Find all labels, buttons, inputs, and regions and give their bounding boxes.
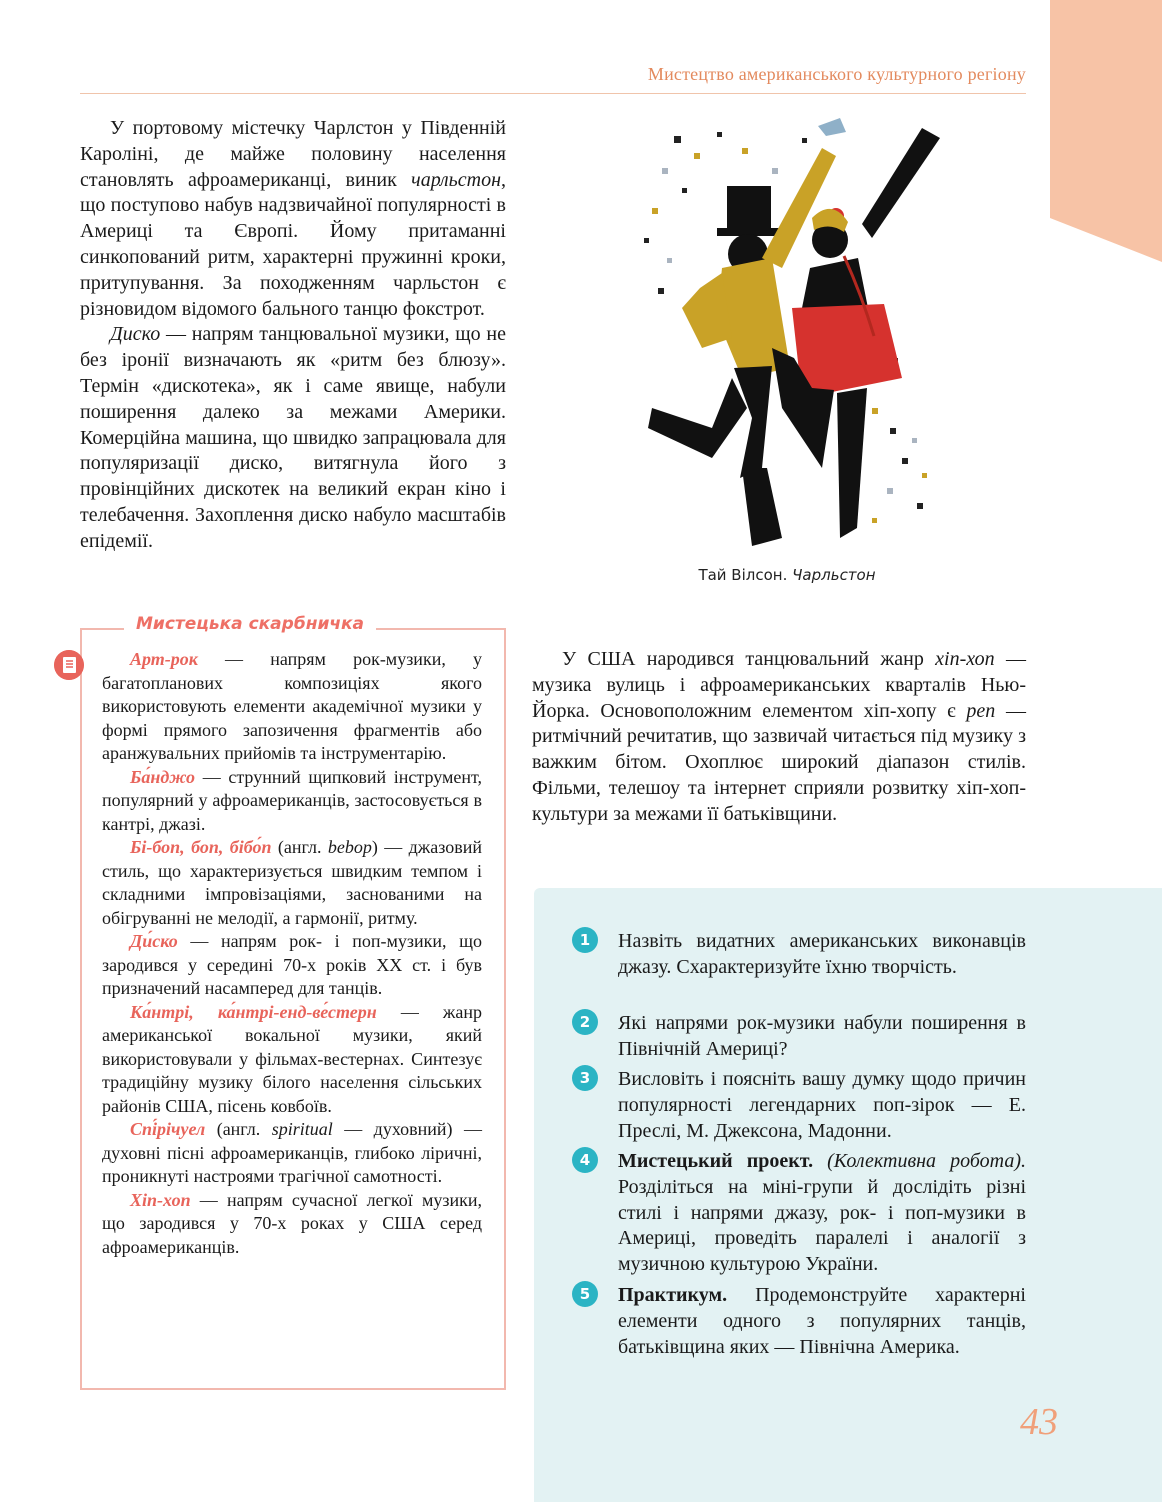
caption-author: Тай Вілсон. [698,566,788,584]
glossary-item: Ба́нджо — струнний щипковий інструмент, популярний у афроамериканців, застосовується в кантрі, джазі. [102,766,482,834]
glossary-item: Спі́річуел (англ. spiritual — духовний) — духовні пісні афроамериканців, глибоко ліричні, проникнуті настроями трагічної самотності. [102,1119,482,1186]
question-number-badge: 2 [572,1009,598,1035]
question-item: Практикум. Продемонструйте характерні елементи одного з популярних танців, батьківщина яких — Північна Америка. [618,1284,1026,1358]
glossary-item: Арт-рок — напрям рок-музики, у багатопланових композиціях якого використовують елементи академічної музики у формі прямого запозичення фрагментів або аранжувальних прийомів та інструментарію. [102,649,482,763]
hiphop-term: хіп-хоп [935,648,995,670]
illustration-caption [622,566,952,584]
glossary-title: Мистецька скарбничка [124,614,376,634]
hiphop-text [532,647,1026,828]
question-item: Висловіть і поясніть вашу думку щодо причин популярності легендарних поп-зірок — Е. Преслі, М. Джексона, Мадонни. [618,1068,1026,1142]
corner-tab-decoration [1050,0,1162,262]
charleston-paragraph: У портовому містечку Чарлстон у Південній Кароліні, де майже половину населення становлять афроамериканці, виник чарльстон, що поступово набув надзвичайної популярності в Америці та Європі. Йому притаманні синкопований ритм, характерні пружинні кроки, притупування. За походженням чарльстон є різновидом відомого бального танцю фокстрот. [80,117,506,320]
disco-paragraph: Диско — напрям танцювальної музики, що не без іронії визначають як «ритм без блюзу». Термін «дискотека», як і саме явище, набули поширення далеко за межами Америки. Комерційна машина, що швидко запрацювала для популяризації диско, витягнула його з провінційних дискотек на великий екран кіно і телебачення. Захоплення диско набуло масштабів епідемії. [80,323,506,552]
caption-title: Чарльстон [792,566,876,584]
glossary-item: Ди́ско — напрям рок- і поп-музики, що зародився у середині 70-х років XX ст. і був призначений насамперед для танців. [102,931,482,998]
question-number-badge: 4 [572,1147,598,1173]
disco-term: Диско [110,323,161,346]
charleston-term: чарльстон [411,168,501,191]
glossary-list [102,648,482,1259]
glossary-term: Арт-рок [130,649,198,669]
glossary-term: Ба́нджо [130,766,196,787]
intro-text [80,116,506,555]
rap-term: реп [966,699,996,722]
question-item: Мистецький проект. (Колективна робота). Розділіться на міні-групи й дослідіть різні стилі і напрями джазу, рок- і поп-музики в Америці, проведіть паралелі і аналогії з музичною культурою України. [618,1150,1026,1276]
question-item: Назвіть видатних американських виконавців джазу. Схарактеризуйте їхню творчість. [618,930,1026,978]
glossary-term: Бі-боп, боп, бібо́п [130,837,272,857]
running-header: Мистецтво американського культурного регіону [647,64,1026,84]
female-dancer [772,128,940,538]
question-number-badge: 5 [572,1281,598,1307]
notebook-icon [54,650,84,680]
charleston-dancers-illustration [622,108,952,558]
glossary-term: Ди́ско [130,931,178,951]
hiphop-paragraph: У США народився танцювальний жанр хіп-хоп — музика вулиць і афроамериканських кварталів Нью-Йорка. Основоположним елементом хіп-хопу є реп — ритмічний речитатив, що зазвичай читається під музику з важким бітом. Охоплює широкий діапазон стилів. Фільми, телешоу та інтернет сприяли розвитку хіп-хоп-культури за межами її батьківщини. [532,648,1026,825]
glossary-term: Хіп-хоп [130,1189,191,1210]
glossary-item: Хіп-хоп — напрям сучасної легкої музики, що зародився у 70-х роках у США серед афроамериканців. [102,1189,482,1257]
question-number-badge: 1 [572,927,598,953]
question-number-badge: 3 [572,1065,598,1091]
header-divider [80,93,1026,94]
glossary-term: Спі́річуел [130,1119,206,1139]
glossary-term: Ка́нтрі, ка́нтрі-енд-ве́стерн [130,1001,377,1022]
question-item: Які напрями рок-музики набули поширення в Північній Америці? [618,1012,1026,1060]
glossary-item: Ка́нтрі, ка́нтрі-енд-ве́стерн — жанр американської вокальної музики, який використовували у фільмах-вестернах. Синтезує традиційну музику білого населення сільських районів США, пісень ковбоїв. [102,1001,482,1116]
glossary-item: Бі-боп, боп, бібо́п (англ. bebop) — джазовий стиль, що характеризується швидким темпом і складними імпровізаціями, заснованими на обігруванні не мелодії, а гармонії, ритму. [102,837,482,928]
page-number: 43 [1020,1401,1058,1443]
